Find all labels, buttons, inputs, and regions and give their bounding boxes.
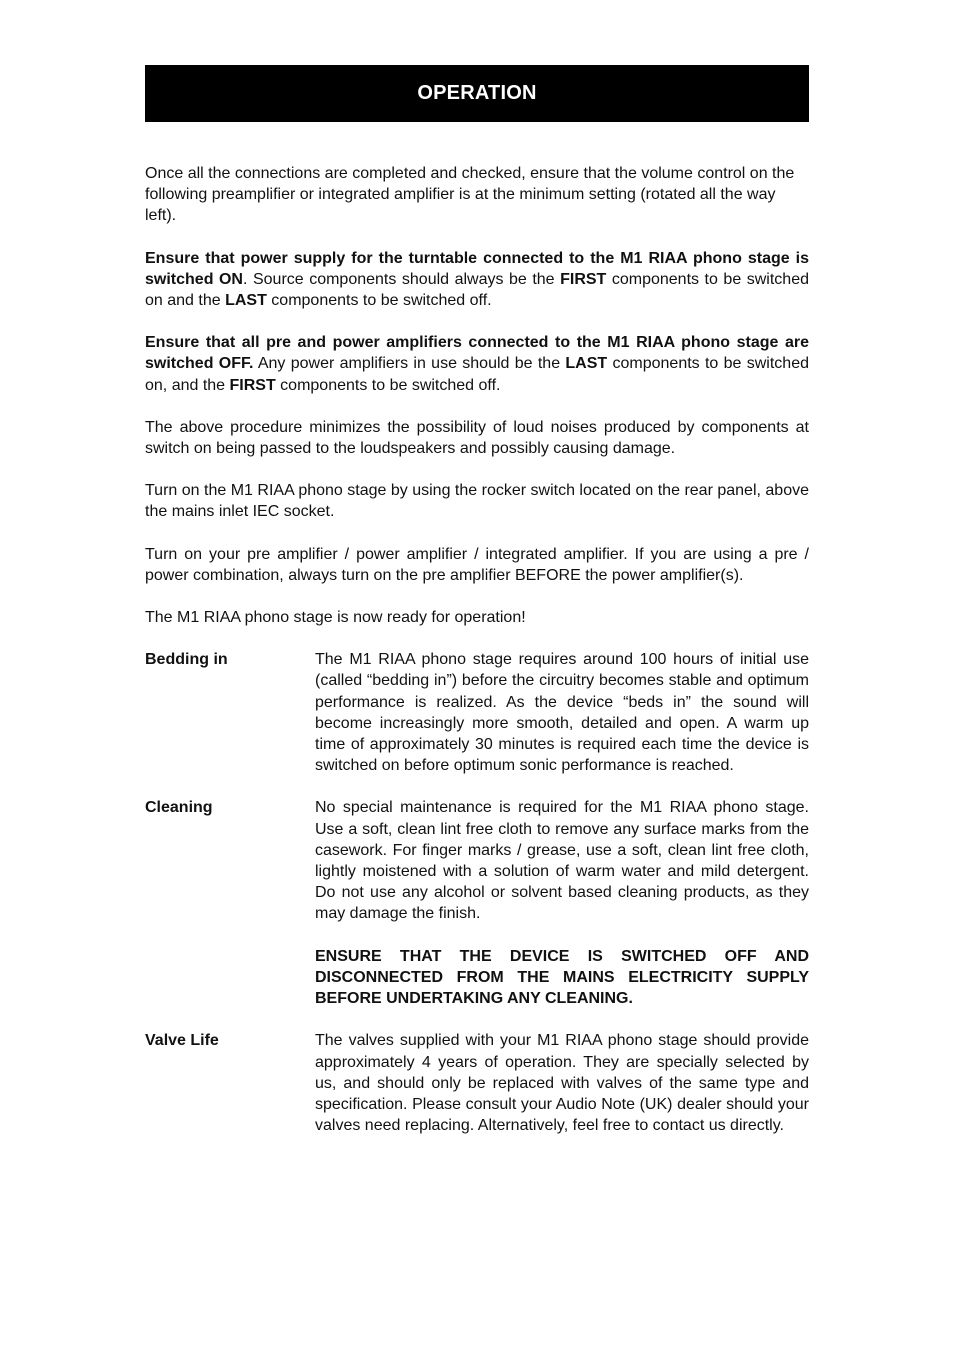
section-cleaning	[145, 797, 809, 1009]
bold-lead: Ensure that all pre and power amplifiers connected to the M1 RIAA phono stage are switched OFF.	[145, 334, 809, 373]
section-description: The M1 RIAA phono stage requires around 100 hours of initial use (called “bedding in”) before the circuitry becomes stable and optimum performance is realized. As the device “beds in” the sound will become increasingly more smooth, detailed and open. A warm up time of approximately 30 minutes is required each time the device is switched on before optimum sonic performance is reached.	[315, 651, 809, 775]
paragraph-amplifier-order: Turn on your pre amplifier / power amplifier / integrated amplifier. If you are using a pre / power combination, always turn on the pre amplifier BEFORE the power amplifier(s).	[145, 545, 809, 584]
section-description: No special maintenance is required for the M1 RIAA phono stage. Use a soft, clean lint free cloth to remove any surface marks from the casework. For finger marks / grease, use a soft, clean lint free cloth, lightly moistened with a solution of warm water and mild detergent. Do not use any alcohol or solvent based cleaning products, as they may damage the finish. ENSURE THAT THE DEVICE IS SWITCHED OFF AND DISCONNECTED FROM THE MAINS ELECTRICITY SUPPLY BEFORE UNDERTAKING ANY CLEANING.	[315, 797, 809, 1009]
section-term: Cleaning	[145, 799, 213, 817]
section-banner	[145, 65, 809, 122]
cleaning-warning: ENSURE THAT THE DEVICE IS SWITCHED OFF AND DISCONNECTED FROM THE MAINS ELECTRICITY SUPPLY BEFORE UNDERTAKING ANY CLEANING.	[315, 947, 809, 1008]
section-valve-life	[145, 1030, 809, 1136]
paragraph-rocker-switch: Turn on the M1 RIAA phono stage by using the rocker switch located on the rear panel, above the mains inlet IEC socket.	[145, 482, 809, 521]
section-bedding-in	[145, 649, 809, 776]
paragraph-amplifiers-off: Ensure that all pre and power amplifiers connected to the M1 RIAA phono stage are switched OFF. Any power amplifiers in use should be the LAST components to be switched on, and the FIRST components to be switched off.	[145, 334, 809, 394]
paragraph-ready: The M1 RIAA phono stage is now ready for operation!	[145, 609, 526, 627]
document-body	[145, 163, 809, 1136]
section-term: Bedding in	[145, 651, 228, 669]
paragraph-volume-setting: Once all the connections are completed and checked, ensure that the volume control on the following preamplifier or integrated amplifier is at the minimum setting (rotated all the way left).	[145, 165, 795, 225]
page-title: OPERATION	[417, 82, 537, 104]
paragraph-procedure: The above procedure minimizes the possibility of loud noises produced by components at switch on being passed to the loudspeakers and possibly causing damage.	[145, 418, 809, 458]
section-description: The valves supplied with your M1 RIAA phono stage should provide approximately 4 years of operation. They are specially selected by us, and should only be replaced with valves of the same type and specification. Please consult your Audio Note (UK) dealer should your valves need replacing. Alternatively, feel free to contact us directly.	[315, 1032, 809, 1135]
bold-lead: Ensure that power supply for the turntable connected to the M1 RIAA phono stage is switched ON	[145, 249, 809, 288]
document-page	[145, 65, 809, 1157]
paragraph-power-supply: Ensure that power supply for the turntable connected to the M1 RIAA phono stage is switched ON. Source components should always be the FIRST components to be switched on and the LAST components to be switched off.	[145, 249, 810, 310]
section-term: Valve Life	[145, 1032, 219, 1050]
